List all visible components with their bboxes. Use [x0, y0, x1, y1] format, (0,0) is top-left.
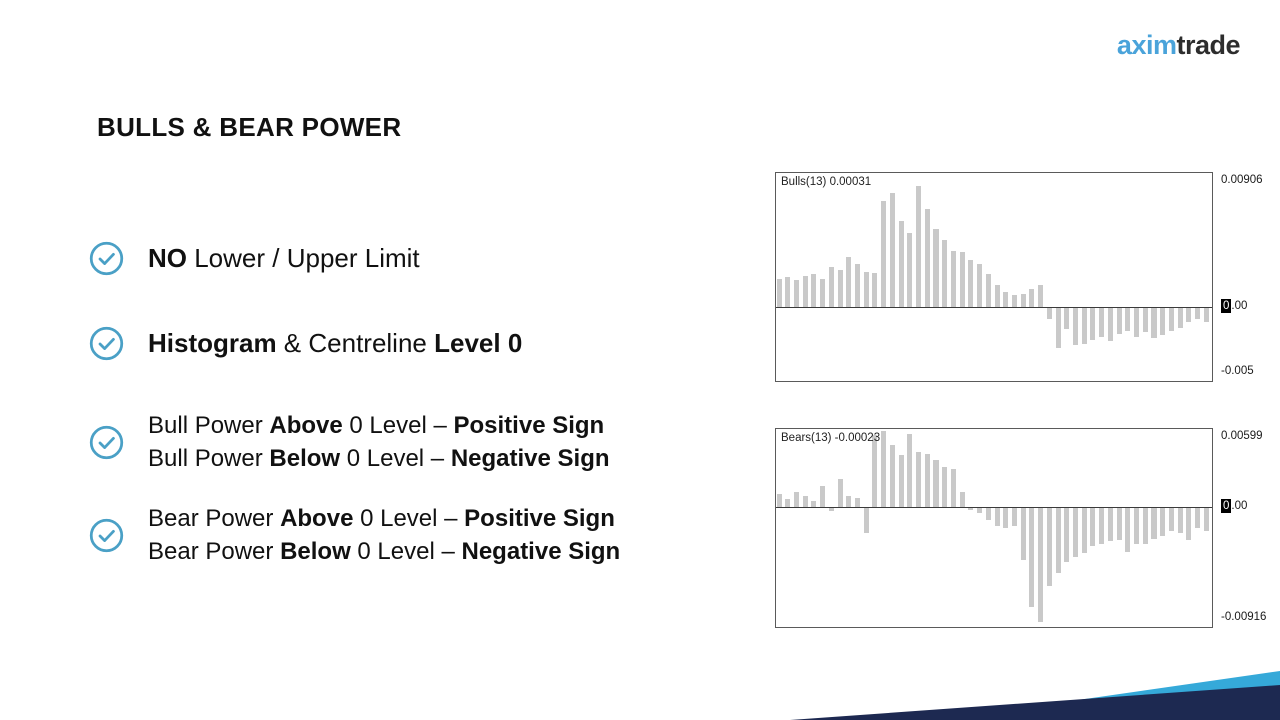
histogram-bar	[1012, 507, 1017, 525]
histogram-bar	[933, 229, 938, 307]
histogram-bar	[811, 274, 816, 307]
text-segment: Bull Power	[148, 412, 270, 439]
histogram-bar	[925, 454, 930, 508]
text-segment: Level 0	[434, 328, 523, 358]
histogram-bar	[1021, 507, 1026, 559]
bullet-line	[148, 535, 620, 568]
histogram-bar	[907, 434, 912, 507]
bullet-text	[148, 409, 610, 475]
bullet-line	[148, 409, 610, 442]
check-circle-icon	[88, 325, 125, 362]
text-segment: Above	[280, 505, 354, 532]
histogram-bar	[1125, 507, 1130, 551]
histogram-bar	[1064, 307, 1069, 329]
histogram-bar	[829, 267, 834, 307]
histogram-bar	[803, 276, 808, 307]
axis-label-max: 0.00906	[1221, 174, 1263, 186]
histogram-bar	[1073, 507, 1078, 557]
histogram-bar	[785, 277, 790, 307]
text-segment: Positive Sign	[464, 505, 615, 532]
histogram-bar	[1056, 307, 1061, 348]
zero-label-rest: .00	[1231, 300, 1248, 313]
histogram-bar	[1117, 507, 1122, 540]
histogram-bar	[942, 467, 947, 508]
histogram-bar	[1099, 507, 1104, 544]
histogram-bar	[890, 193, 895, 307]
histogram-bar	[1125, 307, 1130, 331]
text-segment: 0 Level –	[353, 505, 465, 532]
text-segment: Below	[280, 538, 351, 565]
histogram-bar	[1021, 294, 1026, 307]
axis-label-min: -0.005	[1221, 365, 1254, 377]
histogram-bar	[881, 201, 886, 308]
histogram-bar	[960, 492, 965, 508]
bullet-histogram-centreline	[88, 323, 522, 363]
histogram-bar	[1160, 307, 1165, 335]
text-segment: Bear Power	[148, 505, 281, 532]
histogram-bar	[899, 221, 904, 307]
aximtrade-logo	[1117, 30, 1240, 61]
histogram-bar	[1143, 507, 1148, 544]
histogram-bar	[1012, 295, 1017, 307]
histogram-bar	[820, 279, 825, 307]
histogram-bar	[1038, 285, 1043, 307]
histogram-bar	[1090, 507, 1095, 546]
bullet-line	[148, 502, 620, 535]
text-segment: NO	[148, 243, 187, 273]
text-segment: Bear Power	[148, 538, 281, 565]
histogram-bar	[942, 240, 947, 307]
bullet-bear-power	[88, 502, 620, 568]
histogram-bar	[907, 233, 912, 307]
text-segment: Negative Sign	[450, 445, 610, 472]
histogram-bar	[995, 507, 1000, 525]
histogram-bar	[1169, 507, 1174, 531]
histogram-bar	[1082, 307, 1087, 344]
histogram-bar	[1134, 307, 1139, 337]
axis-label-max: 0.00599	[1221, 430, 1263, 442]
bullet-line	[148, 442, 610, 475]
histogram-bar	[803, 496, 808, 508]
histogram-bar	[1160, 507, 1165, 536]
histogram-bar	[838, 479, 843, 508]
histogram-bar	[1029, 507, 1034, 606]
text-segment: Histogram	[148, 328, 277, 358]
text-segment: 0 Level –	[340, 445, 451, 472]
histogram-bar	[890, 445, 895, 508]
text-segment: Positive Sign	[453, 412, 605, 439]
bullet-line	[148, 323, 522, 363]
chart-title: Bears(13) -0.00023	[781, 432, 881, 444]
histogram-bar	[977, 264, 982, 307]
logo-axim: axim	[1116, 30, 1177, 60]
histogram-bar	[1117, 307, 1122, 334]
histogram-bar	[995, 285, 1000, 307]
zero-price-badge: 0	[1223, 300, 1230, 313]
histogram-bar	[864, 272, 869, 308]
histogram-bar	[899, 455, 904, 507]
histogram-bar	[1195, 507, 1200, 528]
histogram-bar	[838, 270, 843, 307]
histogram-bar	[872, 435, 877, 507]
zero-label-rest: .00	[1231, 500, 1248, 513]
zero-price-badge: 0	[1223, 500, 1230, 513]
text-segment: 0 Level –	[350, 538, 462, 565]
histogram-bar	[1169, 307, 1174, 331]
page-title: BULLS & BEAR POWER	[97, 112, 402, 142]
text-segment: Negative Sign	[461, 538, 621, 565]
histogram-bar	[916, 186, 921, 307]
bullet-line	[148, 238, 420, 278]
histogram-bar	[968, 260, 973, 307]
chart-plot	[775, 428, 1213, 628]
histogram-bar	[1204, 507, 1209, 531]
histogram-bar	[1082, 507, 1087, 553]
histogram-bar	[777, 494, 782, 507]
histogram-bar	[1108, 507, 1113, 541]
text-segment: Lower / Upper Limit	[187, 243, 420, 273]
check-circle-icon	[88, 240, 125, 277]
bullet-text	[148, 502, 620, 568]
histogram-bar	[1003, 292, 1008, 307]
histogram-bar	[829, 507, 834, 511]
zero-line	[776, 307, 1212, 308]
check-circle-icon	[88, 424, 125, 461]
text-segment: Bull Power	[148, 445, 270, 472]
histogram-bar	[1195, 307, 1200, 319]
histogram-bar	[1090, 307, 1095, 340]
axis-label-zero	[1221, 299, 1247, 313]
histogram-bar	[951, 251, 956, 307]
histogram-bar	[881, 431, 886, 507]
histogram-bar	[986, 507, 991, 520]
bears-power-chart	[775, 428, 1267, 628]
axis-label-zero	[1221, 499, 1247, 513]
chart-title: Bulls(13) 0.00031	[781, 176, 872, 188]
histogram-bar	[777, 279, 782, 307]
histogram-bar	[1186, 507, 1191, 540]
histogram-bar	[864, 507, 869, 533]
histogram-bar	[820, 486, 825, 507]
histogram-bar	[1003, 507, 1008, 528]
histogram-bar	[1178, 307, 1183, 328]
histogram-bar	[1134, 507, 1139, 544]
text-segment: Below	[269, 445, 341, 472]
bullet-no-limit	[88, 238, 420, 278]
histogram-bar	[1204, 307, 1209, 322]
bullet-text	[148, 238, 420, 278]
zero-line	[776, 507, 1212, 508]
histogram-bar	[1108, 307, 1113, 341]
check-circle-icon	[88, 517, 125, 554]
histogram-bar	[1178, 507, 1183, 533]
histogram-bar	[1064, 507, 1069, 562]
histogram-bar	[986, 274, 991, 307]
histogram-bar	[1151, 507, 1156, 538]
histogram-bar	[1038, 507, 1043, 622]
histogram-bar	[794, 492, 799, 508]
histogram-bar	[794, 280, 799, 307]
bullet-bull-power	[88, 409, 610, 475]
histogram-bar	[872, 273, 877, 307]
histogram-bar	[1151, 307, 1156, 338]
histogram-bar	[1143, 307, 1148, 332]
histogram-bar	[960, 252, 965, 307]
bullet-text	[148, 323, 522, 363]
bulls-power-chart	[775, 172, 1263, 382]
histogram-bar	[951, 469, 956, 507]
text-segment: 0 Level –	[342, 412, 454, 439]
histogram-bar	[1099, 307, 1104, 337]
histogram-bar	[925, 209, 930, 307]
histogram-bar	[846, 257, 851, 307]
text-segment: & Centreline	[276, 328, 435, 358]
histogram-bar	[1186, 307, 1191, 322]
histogram-bar	[1056, 507, 1061, 572]
histogram-bar	[933, 460, 938, 507]
histogram-bar	[1047, 507, 1052, 585]
histogram-bar	[977, 507, 982, 512]
text-segment: Above	[269, 412, 343, 439]
logo-trade: trade	[1176, 30, 1240, 60]
chart-plot	[775, 172, 1213, 382]
histogram-bar	[916, 452, 921, 507]
histogram-bar	[855, 264, 860, 307]
histogram-bar	[1047, 307, 1052, 319]
histogram-bar	[1029, 289, 1034, 307]
axis-label-min: -0.00916	[1221, 611, 1267, 623]
histogram-bar	[846, 496, 851, 508]
histogram-bar	[1073, 307, 1078, 345]
